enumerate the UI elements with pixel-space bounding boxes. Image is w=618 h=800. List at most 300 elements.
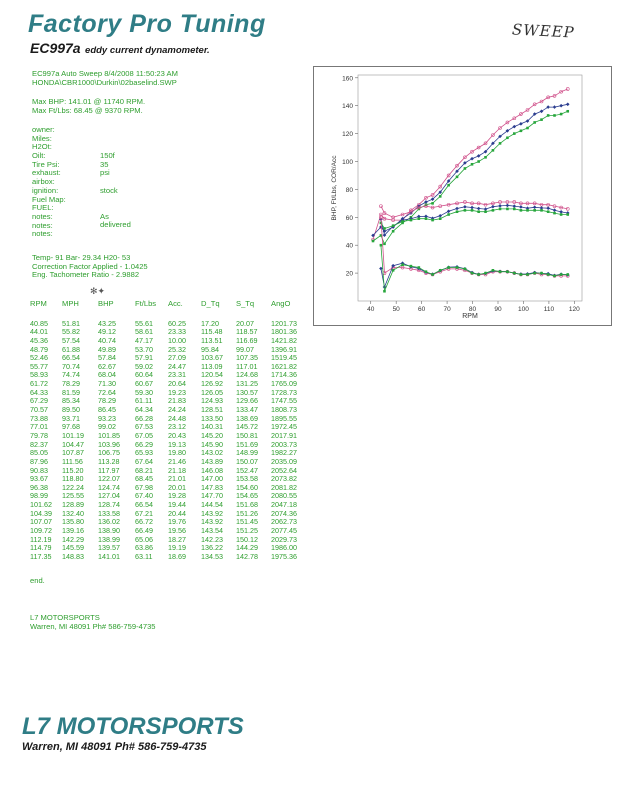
table-cell: 49.12 xyxy=(98,327,116,337)
table-cell: 2052.64 xyxy=(271,465,297,475)
table-cell: 2047.18 xyxy=(271,500,297,510)
table-cell: 40.85 xyxy=(30,318,48,328)
table-cell: 151.25 xyxy=(236,526,258,536)
field-row xyxy=(32,230,66,239)
table-cell: 151.45 xyxy=(236,517,258,527)
table-cell: 144.54 xyxy=(201,500,223,510)
table-cell: 2080.55 xyxy=(271,491,297,501)
table-cell: 70.57 xyxy=(30,405,48,415)
data-point xyxy=(540,209,543,212)
table-cell: 66.28 xyxy=(135,413,153,423)
table-cell: 127.04 xyxy=(98,491,120,501)
footer-small-name: L7 MOTORSPORTS xyxy=(30,613,100,622)
data-point xyxy=(484,210,487,213)
table-cell: 147.70 xyxy=(201,491,223,501)
table-cell: 19.28 xyxy=(168,491,186,501)
field-value: 150f xyxy=(100,151,115,161)
table-cell: 122.24 xyxy=(62,482,84,492)
run-info-line1: EC997a Auto Sweep 8/4/2008 11:50:23 AM xyxy=(32,69,178,78)
table-row xyxy=(30,553,305,562)
table-cell: 153.58 xyxy=(236,474,258,484)
table-cell: 136.02 xyxy=(98,517,120,527)
table-cell: 151.69 xyxy=(236,439,258,449)
weather-line: Temp- 91 Bar- 29.34 H20- 53 xyxy=(32,253,131,262)
table-cell: 117.35 xyxy=(30,551,52,561)
column-header: D_Tq xyxy=(201,299,220,308)
max-values xyxy=(32,98,145,115)
data-point xyxy=(553,212,556,215)
chart-series xyxy=(371,87,569,292)
table-cell: 55.82 xyxy=(62,327,80,337)
table-cell: 114.79 xyxy=(30,543,52,553)
data-point xyxy=(372,240,375,243)
table-cell: 67.29 xyxy=(30,396,48,406)
data-point xyxy=(506,270,509,273)
table-cell: 79.78 xyxy=(30,430,48,440)
table-cell: 65.93 xyxy=(135,448,153,458)
table-body xyxy=(30,320,305,562)
field-label: owner: xyxy=(32,125,55,134)
data-point xyxy=(559,210,563,214)
table-cell: 118.80 xyxy=(62,474,84,484)
table-cell: 142.23 xyxy=(201,534,223,544)
dyno-chart xyxy=(313,66,612,326)
table-cell: 21.46 xyxy=(168,456,186,466)
data-point xyxy=(456,266,459,269)
table-cell: 23.33 xyxy=(168,327,186,337)
data-point xyxy=(520,273,523,276)
table-cell: 45.36 xyxy=(30,335,48,345)
field-label: Fuel Map: xyxy=(32,194,66,204)
field-label: notes: xyxy=(32,220,53,230)
table-cell: 58.61 xyxy=(135,327,153,337)
data-point xyxy=(484,156,487,159)
data-point xyxy=(431,219,434,222)
table-cell: 1972.45 xyxy=(271,422,297,432)
table-cell: 107.35 xyxy=(236,353,258,363)
table-cell: 145.72 xyxy=(236,422,258,432)
chart-axes xyxy=(342,75,582,313)
table-cell: 154.65 xyxy=(236,491,258,501)
table-cell: 140.31 xyxy=(201,422,223,432)
table-cell: 85.34 xyxy=(62,396,80,406)
table-cell: 65.06 xyxy=(135,534,153,544)
correction-factor: Correction Factor Applied - 1.0425 xyxy=(32,261,148,271)
table-cell: 51.81 xyxy=(62,318,80,328)
table-cell: 55.61 xyxy=(135,318,153,328)
setup-fields xyxy=(32,125,131,239)
dyno-model: EC997a xyxy=(30,40,81,56)
table-cell: 122.07 xyxy=(98,474,120,484)
table-cell: 104.47 xyxy=(62,439,84,449)
data-point xyxy=(498,204,502,208)
column-header: MPH xyxy=(62,299,79,308)
data-point xyxy=(520,130,523,133)
x-axis-label: RPM xyxy=(462,313,478,320)
table-cell: 1201.73 xyxy=(271,318,297,328)
table-cell: 17.20 xyxy=(201,318,219,328)
table-cell: 57.54 xyxy=(62,335,80,345)
table-cell: 145.90 xyxy=(201,439,223,449)
table-cell: 19.56 xyxy=(168,526,186,536)
table-cell: 19.80 xyxy=(168,448,186,458)
data-point xyxy=(553,114,556,117)
table-cell: 101.62 xyxy=(30,500,52,510)
x-tick-label: 70 xyxy=(443,306,451,313)
data-point xyxy=(513,132,516,135)
data-point xyxy=(526,273,529,276)
x-tick-label: 110 xyxy=(543,306,555,313)
data-point xyxy=(383,290,386,293)
table-cell: 142.78 xyxy=(236,551,258,561)
data-point xyxy=(547,114,550,117)
table-cell: 138.99 xyxy=(98,534,120,544)
table-cell: 154.60 xyxy=(236,482,258,492)
spark-icon: ✻ xyxy=(90,286,98,296)
table-cell: 111.56 xyxy=(62,456,83,466)
table-cell: 57.84 xyxy=(98,353,116,363)
table-cell: 19.44 xyxy=(168,500,186,510)
data-point xyxy=(471,163,474,166)
table-cell: 1765.09 xyxy=(271,379,297,389)
data-point xyxy=(512,204,516,208)
data-point xyxy=(559,104,563,108)
y-tick-label: 20 xyxy=(345,270,353,278)
table-end-label: end. xyxy=(30,576,45,585)
table-cell: 63.11 xyxy=(135,551,153,561)
table-cell: 103.96 xyxy=(98,439,120,449)
table-cell: 113.51 xyxy=(201,335,223,345)
y-tick-label: 120 xyxy=(342,131,353,139)
table-cell: 24.48 xyxy=(168,413,186,423)
table-cell: 1421.82 xyxy=(271,335,297,345)
table-cell: 87.96 xyxy=(30,456,48,466)
data-point xyxy=(383,243,386,246)
table-cell: 130.57 xyxy=(236,387,258,397)
data-point xyxy=(383,227,386,230)
table-cell: 95.84 xyxy=(201,344,219,354)
data-point xyxy=(553,105,557,109)
data-point xyxy=(513,208,516,211)
data-point xyxy=(533,209,536,212)
table-cell: 143.02 xyxy=(201,448,223,458)
table-cell: 124.68 xyxy=(236,370,258,380)
field-label: exhaust: xyxy=(32,168,61,178)
data-point xyxy=(560,213,563,216)
data-point xyxy=(492,209,495,212)
table-cell: 96.38 xyxy=(30,482,48,492)
table-cell: 21.83 xyxy=(168,396,186,406)
table-cell: 57.91 xyxy=(135,353,153,363)
data-point xyxy=(424,200,428,204)
field-label: Miles: xyxy=(32,133,52,143)
data-point xyxy=(477,154,481,158)
table-cell: 23.31 xyxy=(168,370,186,380)
table-cell: 152.47 xyxy=(236,465,258,475)
table-cell: 44.01 xyxy=(30,327,48,337)
table-cell: 113.28 xyxy=(98,456,120,466)
data-point xyxy=(477,273,480,276)
data-point xyxy=(513,272,516,275)
max-bhp: Max BHP: 141.01 @ 11740 RPM. xyxy=(32,97,146,106)
table-cell: 60.64 xyxy=(135,370,153,380)
table-cell: 148.83 xyxy=(62,551,84,561)
data-point xyxy=(447,184,450,187)
table-cell: 23.12 xyxy=(168,422,186,432)
table-cell: 66.72 xyxy=(135,517,153,527)
table-cell: 142.29 xyxy=(62,534,84,544)
field-label: airbox: xyxy=(32,177,55,187)
table-cell: 73.88 xyxy=(30,413,48,423)
dyno-description: eddy current dynamometer. xyxy=(85,45,210,56)
table-cell: 18.27 xyxy=(168,534,186,544)
table-cell: 135.80 xyxy=(62,517,84,527)
data-point xyxy=(526,127,529,130)
table-cell: 1621.82 xyxy=(271,361,297,371)
table-cell: 70.74 xyxy=(62,361,80,371)
table-cell: 107.87 xyxy=(62,448,84,458)
data-point xyxy=(499,142,502,145)
table-cell: 131.25 xyxy=(236,379,258,389)
data-point xyxy=(401,263,404,266)
data-point xyxy=(547,210,550,213)
table-cell: 19.76 xyxy=(168,517,186,527)
max-ftlbs: Max Ft/Lbs: 68.45 @ 9370 RPM. xyxy=(32,105,143,115)
data-point xyxy=(439,269,442,272)
table-cell: 61.72 xyxy=(30,379,48,389)
field-label: ignition: xyxy=(32,185,59,195)
run-info-line2: HONDA\CBR1000\Durkin\02baselind.SWP xyxy=(32,77,177,87)
table-cell: 64.33 xyxy=(30,387,48,397)
column-header: RPM xyxy=(30,299,47,308)
tach-ratio: Eng. Tachometer Ratio - 2.9882 xyxy=(32,270,140,280)
table-cell: 118.57 xyxy=(236,327,258,337)
table-cell: 52.46 xyxy=(30,353,48,363)
table-cell: 145.20 xyxy=(201,430,223,440)
table-cell: 60.25 xyxy=(168,318,186,328)
data-point xyxy=(566,102,570,106)
data-point xyxy=(520,209,523,212)
run-conditions xyxy=(32,254,148,280)
table-cell: 138.69 xyxy=(236,413,258,423)
table-cell: 146.08 xyxy=(201,465,223,475)
table-cell: 82.37 xyxy=(30,439,48,449)
field-label: notes: xyxy=(32,229,53,239)
table-cell: 49.89 xyxy=(98,344,116,354)
data-point xyxy=(431,202,434,205)
column-header: BHP xyxy=(98,299,114,308)
table-cell: 63.86 xyxy=(135,543,153,553)
table-cell: 93.71 xyxy=(62,413,80,423)
series-line-accel-run-a xyxy=(381,217,568,276)
data-point xyxy=(512,125,516,129)
data-point xyxy=(447,209,451,213)
table-cell: 1396.91 xyxy=(271,344,297,354)
table-cell: 141.01 xyxy=(98,551,120,561)
table-cell: 58.93 xyxy=(30,370,48,380)
table-cell: 74.74 xyxy=(62,370,80,380)
data-point xyxy=(439,195,442,198)
series-line-accel-run-b xyxy=(381,263,568,287)
table-cell: 60.67 xyxy=(135,379,153,389)
data-point xyxy=(533,205,537,209)
data-point xyxy=(533,121,536,124)
table-cell: 98.99 xyxy=(30,491,48,501)
table-cell: 89.50 xyxy=(62,405,80,415)
data-point xyxy=(447,266,450,269)
table-cell: 20.01 xyxy=(168,482,186,492)
data-point xyxy=(438,214,442,218)
table-cell: 66.54 xyxy=(135,500,153,510)
page-title: Factory Pro Tuning xyxy=(28,10,266,38)
table-cell: 77.01 xyxy=(30,422,48,432)
table-cell: 68.45 xyxy=(135,474,153,484)
data-point xyxy=(471,272,474,275)
table-cell: 66.29 xyxy=(135,439,153,449)
column-header: Acc. xyxy=(168,299,183,308)
data-point xyxy=(455,207,459,211)
data-point xyxy=(477,210,480,213)
table-cell: 144.29 xyxy=(236,543,258,553)
data-point xyxy=(484,207,488,211)
table-cell: 2017.91 xyxy=(271,430,297,440)
table-cell: 1975.36 xyxy=(271,551,297,561)
data-point xyxy=(566,87,569,90)
table-cell: 85.05 xyxy=(30,448,48,458)
table-cell: 143.92 xyxy=(201,508,223,518)
y-tick-label: 160 xyxy=(342,75,353,83)
x-tick-label: 100 xyxy=(518,306,529,313)
data-point xyxy=(526,209,529,212)
table-cell: 103.67 xyxy=(201,353,223,363)
table-cell: 20.64 xyxy=(168,379,186,389)
table-cell: 126.05 xyxy=(201,387,223,397)
table-cell: 2003.73 xyxy=(271,439,297,449)
table-cell: 136.22 xyxy=(201,543,223,553)
y-tick-label: 100 xyxy=(342,158,353,166)
data-point xyxy=(506,208,509,211)
data-point xyxy=(484,272,487,275)
data-point xyxy=(560,113,563,116)
table-cell: 150.12 xyxy=(236,534,258,544)
table-cell: 115.20 xyxy=(62,465,84,475)
table-cell: 117.01 xyxy=(236,361,258,371)
data-point xyxy=(540,118,543,121)
footer-small xyxy=(30,614,156,631)
field-label: Tire Psi: xyxy=(32,159,60,169)
data-point xyxy=(566,110,569,113)
x-tick-label: 90 xyxy=(494,306,502,313)
table-cell: 71.30 xyxy=(98,379,116,389)
spark-icons xyxy=(90,286,105,297)
table-cell: 2074.36 xyxy=(271,508,297,518)
table-cell: 20.07 xyxy=(236,318,254,328)
table-header xyxy=(30,300,305,309)
data-point xyxy=(499,270,502,273)
table-cell: 115.48 xyxy=(201,327,223,337)
column-header: S_Tq xyxy=(236,299,255,308)
data-point xyxy=(410,219,413,222)
y-tick-label: 80 xyxy=(345,186,353,194)
data-point xyxy=(553,275,556,278)
table-cell: 78.29 xyxy=(98,396,116,406)
table-cell: 101.19 xyxy=(62,430,84,440)
data-point xyxy=(464,268,467,271)
x-tick-label: 120 xyxy=(568,306,580,313)
table-cell: 147.83 xyxy=(201,482,223,492)
column-header: Ft/Lbs xyxy=(135,299,157,308)
table-cell: 125.55 xyxy=(62,491,84,501)
dyno-data-table xyxy=(30,300,305,562)
data-point xyxy=(491,205,495,209)
x-tick-label: 50 xyxy=(392,306,400,313)
data-point xyxy=(533,272,536,275)
data-point xyxy=(456,210,459,213)
table-cell: 151.26 xyxy=(236,508,258,518)
table-cell: 93.23 xyxy=(98,413,116,423)
data-point xyxy=(519,122,523,126)
table-cell: 99.07 xyxy=(236,344,254,354)
table-cell: 139.57 xyxy=(98,543,120,553)
table-cell: 19.23 xyxy=(168,387,186,397)
table-cell: 40.74 xyxy=(98,335,116,345)
data-point xyxy=(492,149,495,152)
data-point xyxy=(379,267,383,271)
table-cell: 48.79 xyxy=(30,344,48,354)
data-point xyxy=(566,213,569,216)
series-line-bhp-run-a xyxy=(373,89,568,240)
y-axis-label: BHP, Ft/Lbs, COR/Acc xyxy=(331,155,338,221)
data-point xyxy=(447,213,450,216)
table-cell: 1982.27 xyxy=(271,448,297,458)
column-header: AngO xyxy=(271,299,291,308)
data-point xyxy=(477,160,480,163)
table-cell: 18.69 xyxy=(168,551,186,561)
data-point xyxy=(410,265,413,268)
table-cell: 128.51 xyxy=(201,405,223,415)
data-point xyxy=(425,217,428,220)
data-point xyxy=(506,136,509,139)
data-point xyxy=(425,270,428,273)
table-cell: 86.45 xyxy=(98,405,116,415)
table-cell: 1519.45 xyxy=(271,353,297,363)
table-cell: 1895.55 xyxy=(271,413,297,423)
data-point xyxy=(553,208,557,212)
table-cell: 145.59 xyxy=(62,543,84,553)
x-tick-label: 80 xyxy=(468,306,477,313)
data-point xyxy=(560,273,563,276)
table-cell: 150.81 xyxy=(236,430,258,440)
table-cell: 43.25 xyxy=(98,318,116,328)
handwritten-note: SWEEP xyxy=(511,20,576,42)
table-cell: 151.68 xyxy=(236,500,258,510)
table-cell: 128.74 xyxy=(98,500,120,510)
table-cell: 2035.09 xyxy=(271,456,297,466)
table-cell: 148.99 xyxy=(236,448,258,458)
table-cell: 113.09 xyxy=(201,361,223,371)
table-cell: 59.30 xyxy=(135,387,153,397)
table-cell: 67.98 xyxy=(135,482,153,492)
table-cell: 78.29 xyxy=(62,379,80,389)
data-point xyxy=(464,167,467,170)
table-cell: 1808.73 xyxy=(271,405,297,415)
table-cell: 2077.45 xyxy=(271,526,297,536)
data-point xyxy=(540,272,543,275)
table-cell: 138.90 xyxy=(98,526,120,536)
table-cell: 27.09 xyxy=(168,353,186,363)
table-cell: 47.17 xyxy=(135,335,153,345)
table-cell: 67.05 xyxy=(135,430,153,440)
